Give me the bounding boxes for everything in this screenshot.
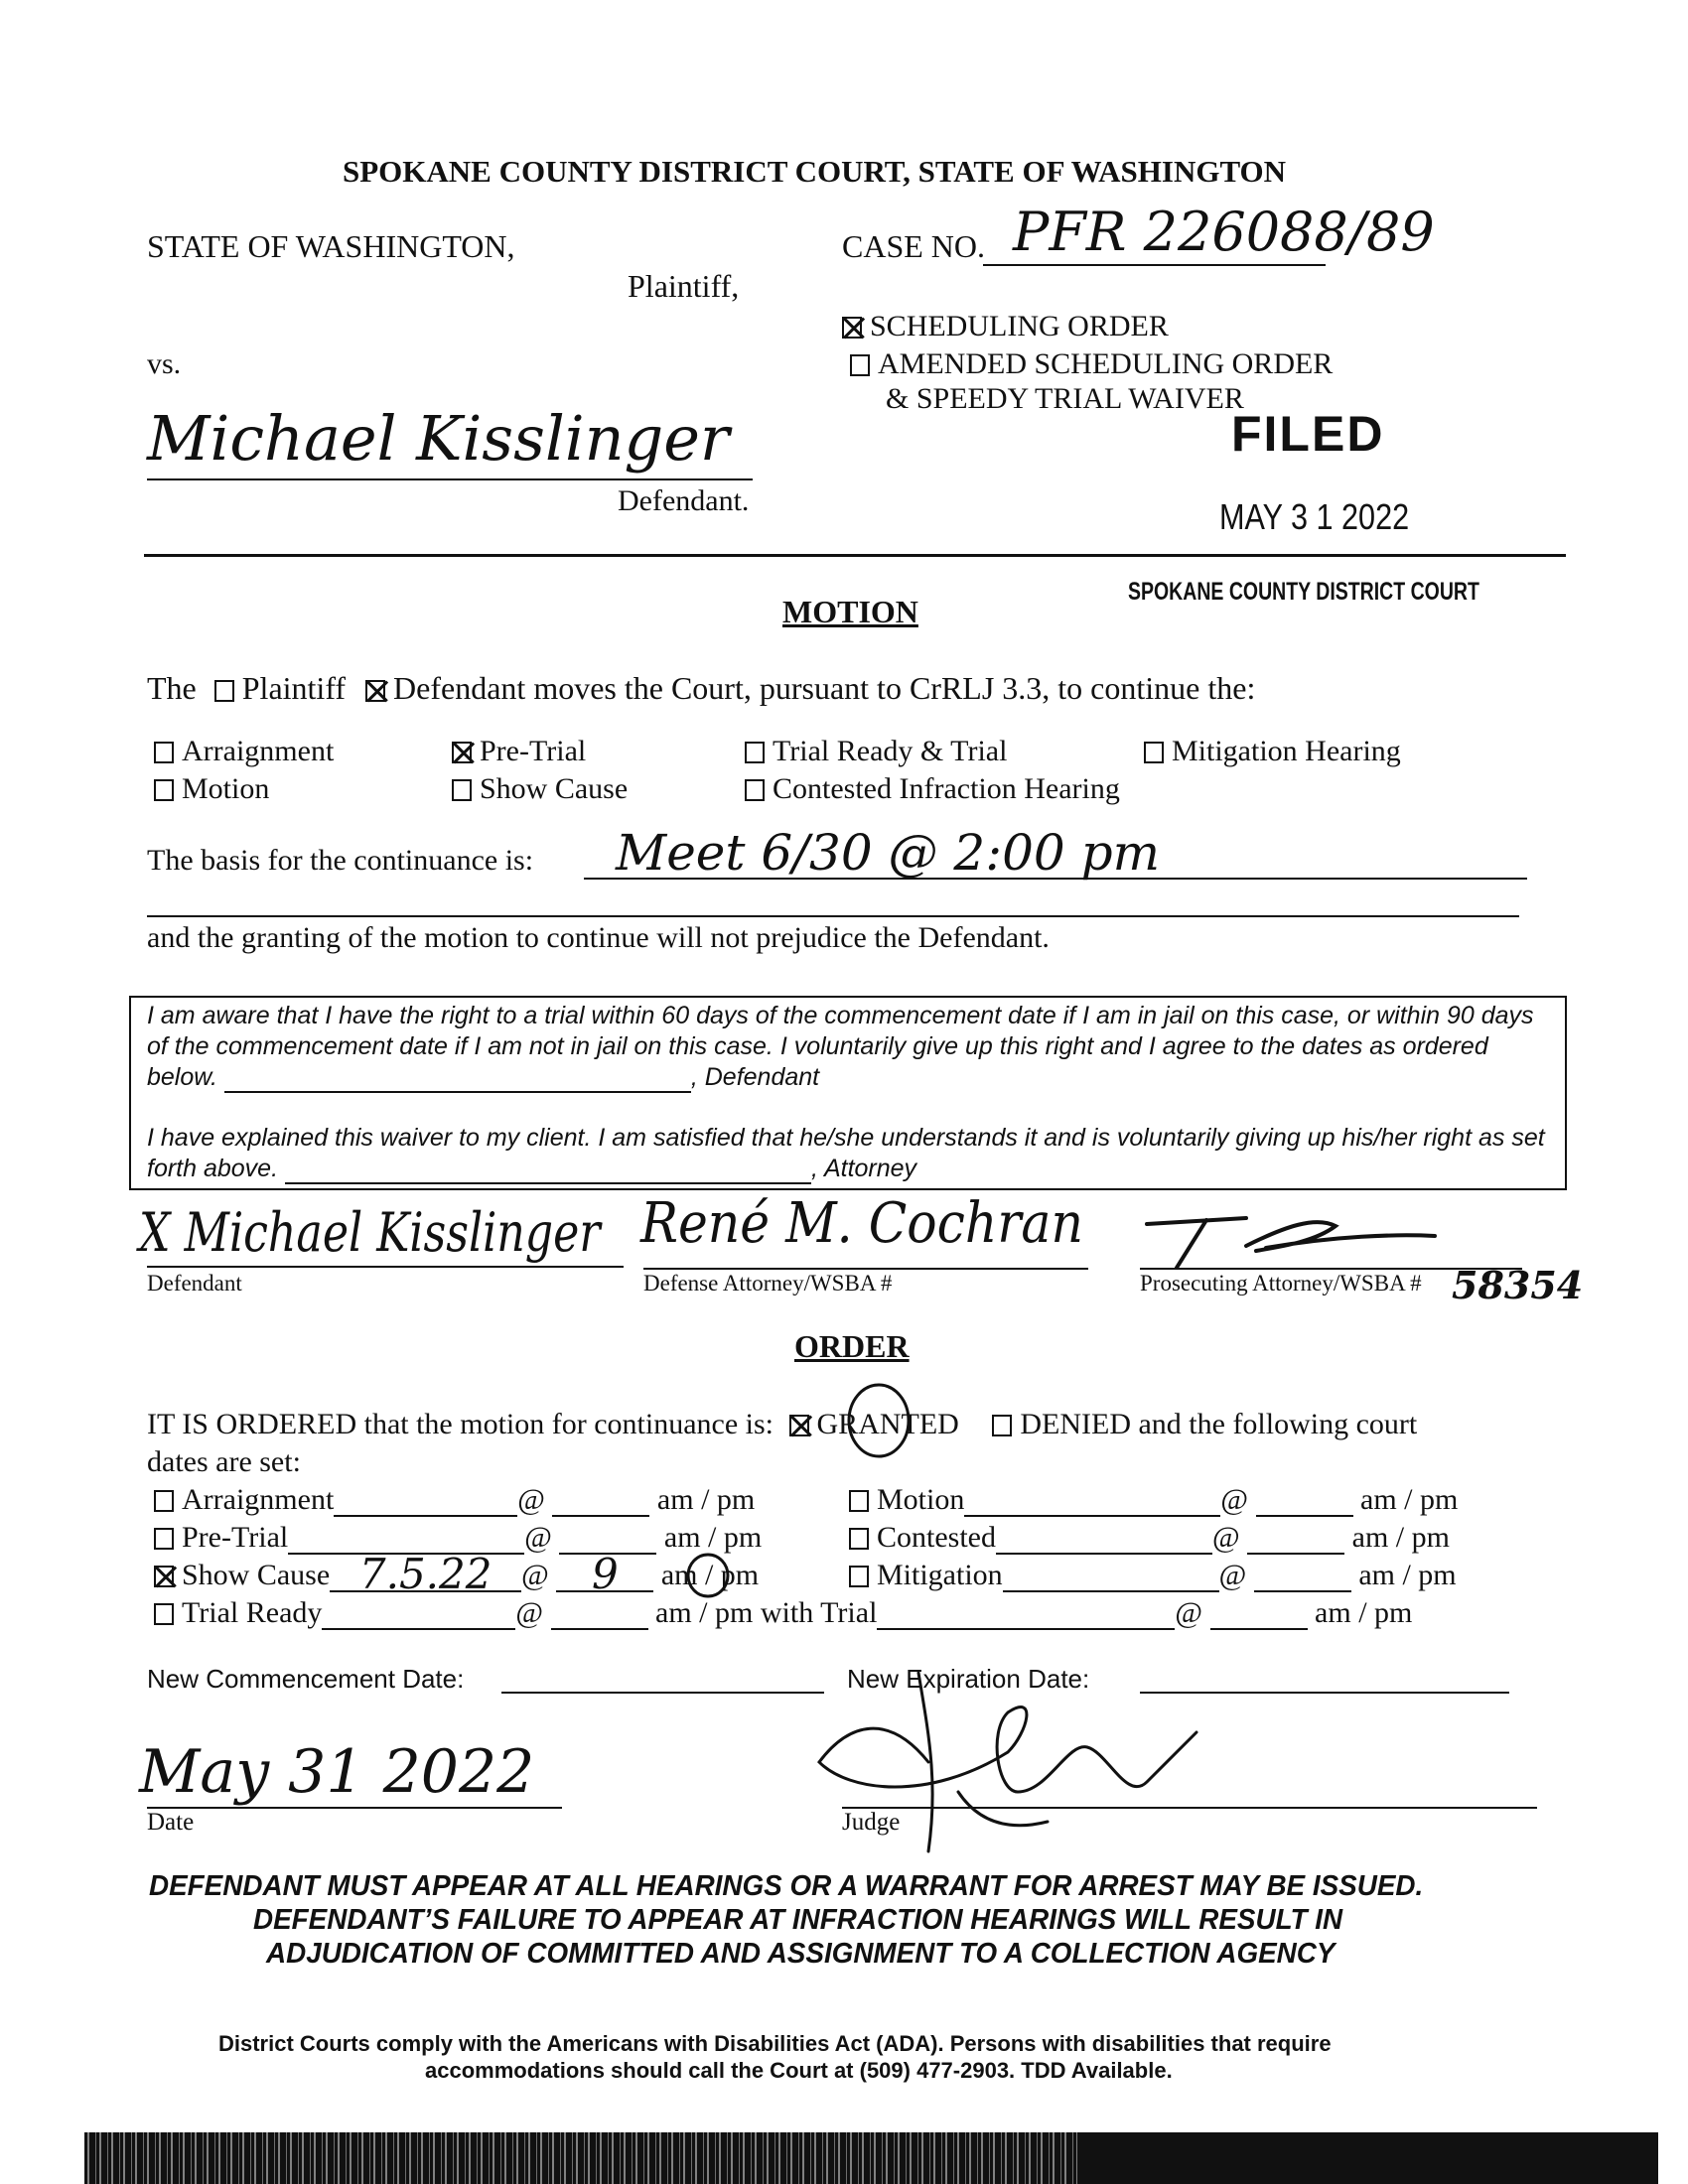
header-divider bbox=[144, 554, 1566, 557]
hearing-option-mitigation[interactable] bbox=[1144, 735, 1401, 768]
motion-checkbox[interactable] bbox=[154, 779, 174, 801]
amended-order-option[interactable] bbox=[850, 347, 1333, 381]
order-row-label: Trial Ready bbox=[182, 1596, 323, 1629]
defendant-waiver-statement: I am aware that I have the right to a trial within 60 days of the commencement date if I am in jail on this case, or within 90 days of the commencement date if I am not in jail on this case. I voluntarily give up this right and I agree to the dates as ordered below. bbox=[147, 1002, 1534, 1091]
order-motion-checkbox[interactable] bbox=[849, 1490, 869, 1512]
hearing-option-contested[interactable] bbox=[745, 772, 1120, 806]
defendant-checkbox[interactable] bbox=[365, 680, 385, 702]
defendant-signature-line bbox=[147, 1266, 624, 1268]
judge-label: Judge bbox=[842, 1809, 901, 1836]
denied-checkbox[interactable] bbox=[992, 1415, 1012, 1436]
plaintiff-checkbox[interactable] bbox=[214, 680, 234, 702]
defendant-waiver-label: , Defendant bbox=[690, 1063, 820, 1091]
hearing-label: Contested Infraction Hearing bbox=[773, 772, 1120, 805]
at-sign: @ bbox=[521, 1559, 549, 1591]
order-contested-checkbox[interactable] bbox=[849, 1528, 869, 1550]
order-date-line bbox=[147, 1807, 562, 1809]
order-row-trial-ready bbox=[154, 1596, 1412, 1630]
defense-attorney-line bbox=[643, 1268, 1088, 1270]
at-sign: @ bbox=[517, 1483, 545, 1516]
at-sign: @ bbox=[1218, 1559, 1247, 1591]
scan-edge-artifact bbox=[84, 2132, 1658, 2184]
basis-value-handwritten: Meet 6/30 @ 2:00 pm bbox=[616, 824, 1161, 882]
hearing-option-arraignment[interactable] bbox=[154, 735, 334, 768]
ampm-label: am / pm bbox=[1351, 1521, 1450, 1554]
defense-attorney-signature: René M. Cochran bbox=[640, 1191, 1083, 1256]
at-sign: @ bbox=[1175, 1596, 1203, 1629]
order-show-cause-checkbox[interactable] bbox=[154, 1566, 174, 1587]
order-heading: ORDER bbox=[794, 1328, 910, 1364]
state-label: STATE OF WASHINGTON, bbox=[147, 228, 515, 264]
defendant-waiver-text bbox=[147, 1001, 1557, 1093]
amended-order-checkbox[interactable] bbox=[850, 354, 870, 376]
motion-the-label: The bbox=[147, 670, 197, 706]
prosecuting-attorney-label: Prosecuting Attorney/WSBA # bbox=[1140, 1271, 1422, 1296]
order-time-field[interactable]: 9 bbox=[556, 1559, 653, 1592]
granted-checkbox[interactable] bbox=[789, 1415, 809, 1436]
vs-label: vs. bbox=[147, 347, 182, 380]
dates-set-label: dates are set: bbox=[147, 1445, 301, 1478]
order-row-label: Show Cause bbox=[182, 1559, 331, 1591]
court-title: SPOKANE COUNTY DISTRICT COURT, STATE OF WASHINGTON bbox=[343, 154, 1287, 189]
order-row-label: Contested bbox=[877, 1521, 996, 1554]
order-time-field[interactable] bbox=[1254, 1563, 1351, 1592]
order-trial-ready-checkbox[interactable] bbox=[154, 1603, 174, 1625]
ampm-label: am / pm bbox=[660, 1559, 760, 1591]
ampm-label: am / pm bbox=[656, 1483, 756, 1516]
attorney-waiver-text bbox=[147, 1123, 1557, 1184]
with-trial-time-field[interactable] bbox=[1210, 1600, 1308, 1630]
defendant-signature-label: Defendant bbox=[147, 1271, 242, 1296]
defendant-moves-label: Defendant moves the Court, pursuant to CrRLJ 3.3, to continue the: bbox=[393, 670, 1256, 706]
scheduling-order-label: SCHEDULING ORDER bbox=[870, 310, 1169, 342]
case-number-line bbox=[983, 264, 1326, 266]
at-sign: @ bbox=[1220, 1483, 1248, 1516]
at-sign: @ bbox=[524, 1521, 552, 1554]
order-mitigation-checkbox[interactable] bbox=[849, 1566, 869, 1587]
order-row-show-cause bbox=[154, 1550, 760, 1598]
hearing-label: Pre-Trial bbox=[480, 735, 587, 767]
ada-notice-line-1: District Courts comply with the Americans with Disabilities Act (ADA). Persons with disabilities that require bbox=[218, 2031, 1332, 2056]
judge-signature-line bbox=[842, 1807, 1537, 1809]
order-row-label: Motion bbox=[877, 1483, 965, 1516]
granted-label: GRANTED bbox=[816, 1408, 959, 1440]
am-circle-mark bbox=[683, 1551, 733, 1600]
defendant-signature: X Michael Kisslinger bbox=[139, 1201, 601, 1264]
defendant-name-handwritten: Michael Kisslinger bbox=[147, 402, 730, 475]
attorney-waiver-signature-line[interactable] bbox=[285, 1159, 811, 1184]
ampm-label: am / pm bbox=[655, 1596, 754, 1629]
order-date-field[interactable] bbox=[334, 1487, 517, 1517]
hearing-label: Trial Ready & Trial bbox=[773, 735, 1008, 767]
hearing-label: Mitigation Hearing bbox=[1172, 735, 1401, 767]
order-date-field[interactable] bbox=[322, 1600, 515, 1630]
at-sign: @ bbox=[1212, 1521, 1240, 1554]
attorney-waiver-label: , Attorney bbox=[810, 1155, 917, 1182]
basis-line-2 bbox=[147, 915, 1519, 917]
order-pretrial-checkbox[interactable] bbox=[154, 1528, 174, 1550]
no-prejudice-text: and the granting of the motion to continue will not prejudice the Defendant. bbox=[147, 921, 1050, 954]
order-row-mitigation bbox=[849, 1559, 1457, 1592]
amended-order-label: AMENDED SCHEDULING ORDER bbox=[878, 347, 1334, 380]
hearing-option-motion[interactable] bbox=[154, 772, 269, 806]
defense-attorney-label: Defense Attorney/WSBA # bbox=[643, 1271, 893, 1296]
scheduling-order-checkbox[interactable] bbox=[842, 317, 862, 339]
speedy-trial-waiver-box bbox=[129, 996, 1567, 1190]
ampm-label: am / pm bbox=[663, 1521, 763, 1554]
order-row-motion bbox=[849, 1483, 1458, 1517]
order-date-field[interactable] bbox=[996, 1525, 1212, 1555]
order-row-arraignment bbox=[154, 1483, 755, 1517]
hearing-option-trial-ready[interactable] bbox=[745, 735, 1007, 768]
new-expiration-label: New Expiration Date: bbox=[847, 1664, 1090, 1694]
new-commencement-label: New Commencement Date: bbox=[147, 1664, 465, 1694]
order-date-field[interactable] bbox=[964, 1487, 1220, 1517]
warning-line-1: DEFENDANT MUST APPEAR AT ALL HEARINGS OR A WARRANT FOR ARREST MAY BE ISSUED. bbox=[149, 1870, 1424, 1902]
basis-line-1 bbox=[584, 878, 1527, 880]
order-time-field[interactable] bbox=[552, 1487, 649, 1517]
basis-label: The basis for the continuance is: bbox=[147, 844, 534, 877]
order-time-field[interactable] bbox=[551, 1600, 648, 1630]
order-date-field[interactable]: 7.5.22 bbox=[330, 1559, 521, 1592]
ampm-label: am / pm bbox=[1360, 1483, 1459, 1516]
denied-label: DENIED and the following court bbox=[1020, 1408, 1418, 1440]
filed-stamp-date: MAY 3 1 2022 bbox=[1219, 496, 1410, 537]
ada-notice-line-2: accommodations should call the Court at (509) 477-2903. TDD Available. bbox=[425, 2058, 1173, 2083]
defendant-label: Defendant. bbox=[618, 484, 750, 517]
with-trial-label: with Trial bbox=[760, 1596, 878, 1629]
judge-signature bbox=[809, 1653, 1206, 1881]
hearing-label: Show Cause bbox=[480, 772, 629, 805]
warning-line-2: DEFENDANT’S FAILURE TO APPEAR AT INFRACTION HEARINGS WILL RESULT IN bbox=[253, 1904, 1343, 1936]
order-ruling-line bbox=[147, 1408, 1417, 1441]
hearing-option-pretrial[interactable] bbox=[452, 735, 586, 768]
mitigation-checkbox[interactable] bbox=[1144, 742, 1164, 763]
trial-ready-checkbox[interactable] bbox=[745, 742, 765, 763]
show-cause-checkbox[interactable] bbox=[452, 779, 472, 801]
order-row-contested bbox=[849, 1521, 1450, 1555]
order-date-field[interactable] bbox=[1003, 1563, 1219, 1592]
new-commencement-line[interactable] bbox=[501, 1692, 824, 1694]
defendant-name-line bbox=[147, 478, 753, 480]
pretrial-checkbox[interactable] bbox=[452, 742, 472, 763]
motion-party-line bbox=[147, 670, 1255, 707]
arraignment-checkbox[interactable] bbox=[154, 742, 174, 763]
filed-stamp-court: SPOKANE COUNTY DISTRICT COURT bbox=[1128, 578, 1479, 606]
granted-circle-mark bbox=[834, 1375, 923, 1464]
order-row-label: Arraignment bbox=[182, 1483, 335, 1516]
speedy-trial-waiver-label: & SPEEDY TRIAL WAIVER bbox=[886, 382, 1244, 415]
hearing-label: Arraignment bbox=[182, 735, 335, 767]
attorney-waiver-statement: I have explained this waiver to my client. I am satisfied that he/she understands it and is voluntarily giving up his/her right as set forth above. bbox=[147, 1124, 1545, 1182]
hearing-option-show-cause[interactable] bbox=[452, 772, 628, 806]
case-number-handwritten: PFR 226088/89 bbox=[1013, 201, 1435, 263]
ordered-text: IT IS ORDERED that the motion for continuance is: bbox=[147, 1408, 774, 1440]
scheduling-order-option[interactable] bbox=[842, 310, 1169, 343]
hearing-label: Motion bbox=[182, 772, 270, 805]
ampm-label: am / pm bbox=[1315, 1596, 1413, 1629]
defendant-waiver-signature-line[interactable] bbox=[224, 1067, 691, 1093]
contested-checkbox[interactable] bbox=[745, 779, 765, 801]
order-time-field[interactable] bbox=[1247, 1525, 1344, 1555]
plaintiff-option-label: Plaintiff bbox=[241, 670, 347, 706]
prosecuting-wsba-number: 58354 bbox=[1452, 1263, 1584, 1307]
order-row-label: Mitigation bbox=[877, 1559, 1003, 1591]
ampm-label: am / pm bbox=[1358, 1559, 1457, 1591]
order-row-label: Pre-Trial bbox=[182, 1521, 289, 1554]
warning-line-3: ADJUDICATION OF COMMITTED AND ASSIGNMENT TO A COLLECTION AGENCY bbox=[266, 1938, 1336, 1970]
with-trial-date-field[interactable] bbox=[877, 1600, 1175, 1630]
order-arraignment-checkbox[interactable] bbox=[154, 1490, 174, 1512]
order-time-field[interactable] bbox=[1256, 1487, 1353, 1517]
filed-stamp: FILED bbox=[1231, 406, 1385, 462]
order-date-handwritten: May 31 2022 bbox=[139, 1737, 535, 1807]
at-sign: @ bbox=[515, 1596, 544, 1629]
order-date-label: Date bbox=[147, 1809, 195, 1836]
motion-heading: MOTION bbox=[782, 594, 918, 629]
plaintiff-label: Plaintiff, bbox=[628, 268, 740, 304]
case-no-label: CASE NO. bbox=[842, 228, 986, 264]
